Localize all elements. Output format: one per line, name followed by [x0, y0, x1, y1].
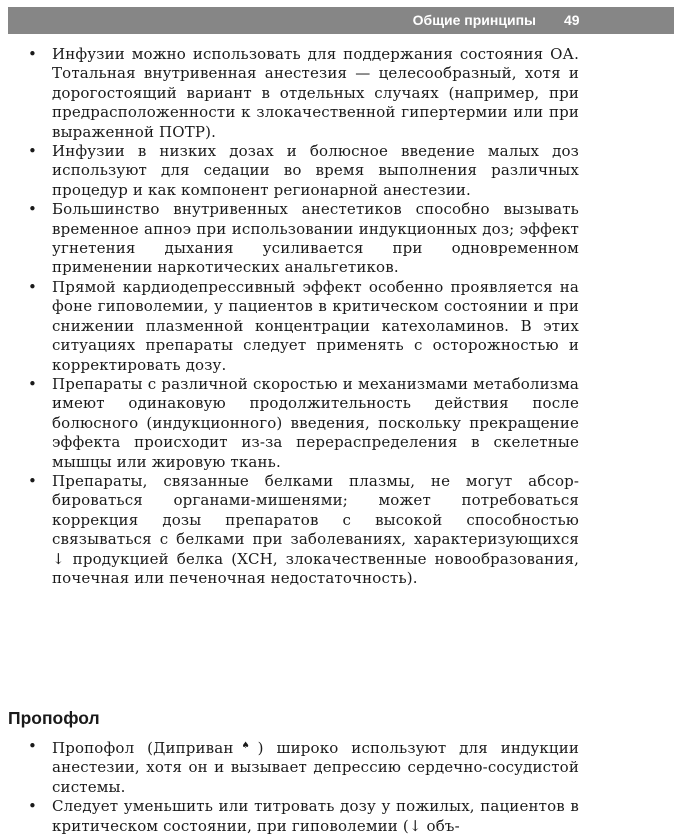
bullet-item: [0, 472, 674, 588]
bullet-list-propofol: [0, 737, 674, 836]
bullet-icon: •: [28, 374, 37, 393]
bullet-item: [0, 142, 674, 200]
bullet-text-start: Пропофол (Диприван: [52, 739, 234, 757]
trademark-mark: ♠: [233, 741, 258, 751]
bullet-list-general: [0, 45, 674, 588]
bullet-icon: •: [28, 45, 37, 63]
header-title: Общие принципы: [412, 12, 536, 28]
bullet-text: Препараты с различной скоростью и механизмами метаболизма имеют одинаковую продолжительность действия после болюсного (индукционного) введения, поскольку прекращение эффекта происходит из-за перераспределения в скелетные мышцы или жировую ткань.: [52, 374, 579, 471]
bullet-text: Следует уменьшить или титровать дозу у пожилых, пациентов в критическом состоянии, при гиповолемии (↓ объ-: [52, 797, 579, 835]
bullet-text: Препараты, связанные белками плазмы, не могут абсорбироваться органами-мишенями; может потребоваться коррекция дозы препаратов с высокой способностью связываться с белками при заболеваниях, характеризующихся ↓ продукцией белка (ХСН, злокачественные новообразования, почечная или печеночная недостаточность).: [52, 471, 579, 587]
bullet-icon: •: [28, 797, 37, 816]
bullet-text: Прямой кардиодепрессивный эффект особенно проявляется на фоне гиповолемии, у пациентов в критическом состоянии и при снижении плазменной концентрации катехоламинов. В этих ситуациях препараты следует применять с осторожностью и корректировать дозу.: [52, 277, 579, 374]
bullet-item: [0, 278, 674, 375]
bullet-item: [0, 45, 674, 142]
bullet-text: [52, 737, 579, 797]
bullet-text-end: ) широко используют для индукции анестезии, хотя он и вызывает депрессию сердечно-сосудистой системы.: [52, 739, 579, 796]
running-header: [8, 7, 674, 34]
section-heading-propofol: Пропофол: [8, 708, 100, 728]
bullet-item: [0, 200, 674, 278]
bullet-text: Инфузии в низких дозах и болюсное введение малых доз используют для седации во время выполнения различных процедур и как компонент регионарной анестезии.: [52, 142, 579, 199]
bullet-icon: •: [28, 471, 37, 490]
bullet-icon: •: [28, 737, 37, 755]
bullet-item: [0, 737, 674, 797]
bullet-icon: •: [28, 200, 37, 219]
bullet-icon: •: [28, 277, 37, 296]
bullet-text: Инфузии можно использовать для поддержания состояния ОА. Тотальная внутривенная анестезия — целесообразный, хотя и дорогостоящий вариант в отдельных случаях (например, при предрасположенности к злокачественной гипертермии или при выраженной ПОТР).: [52, 45, 579, 141]
bullet-item: [0, 375, 674, 472]
bullet-icon: •: [28, 142, 37, 161]
bullet-item: [0, 797, 674, 836]
bullet-text: Большинство внутривенных анестетиков способно вызывать временное апноэ при использовании индукционных доз; эффект угнетения дыхания усиливается при одновременном применении наркотических анальгетиков.: [52, 200, 579, 277]
page-number: 49: [564, 12, 580, 28]
